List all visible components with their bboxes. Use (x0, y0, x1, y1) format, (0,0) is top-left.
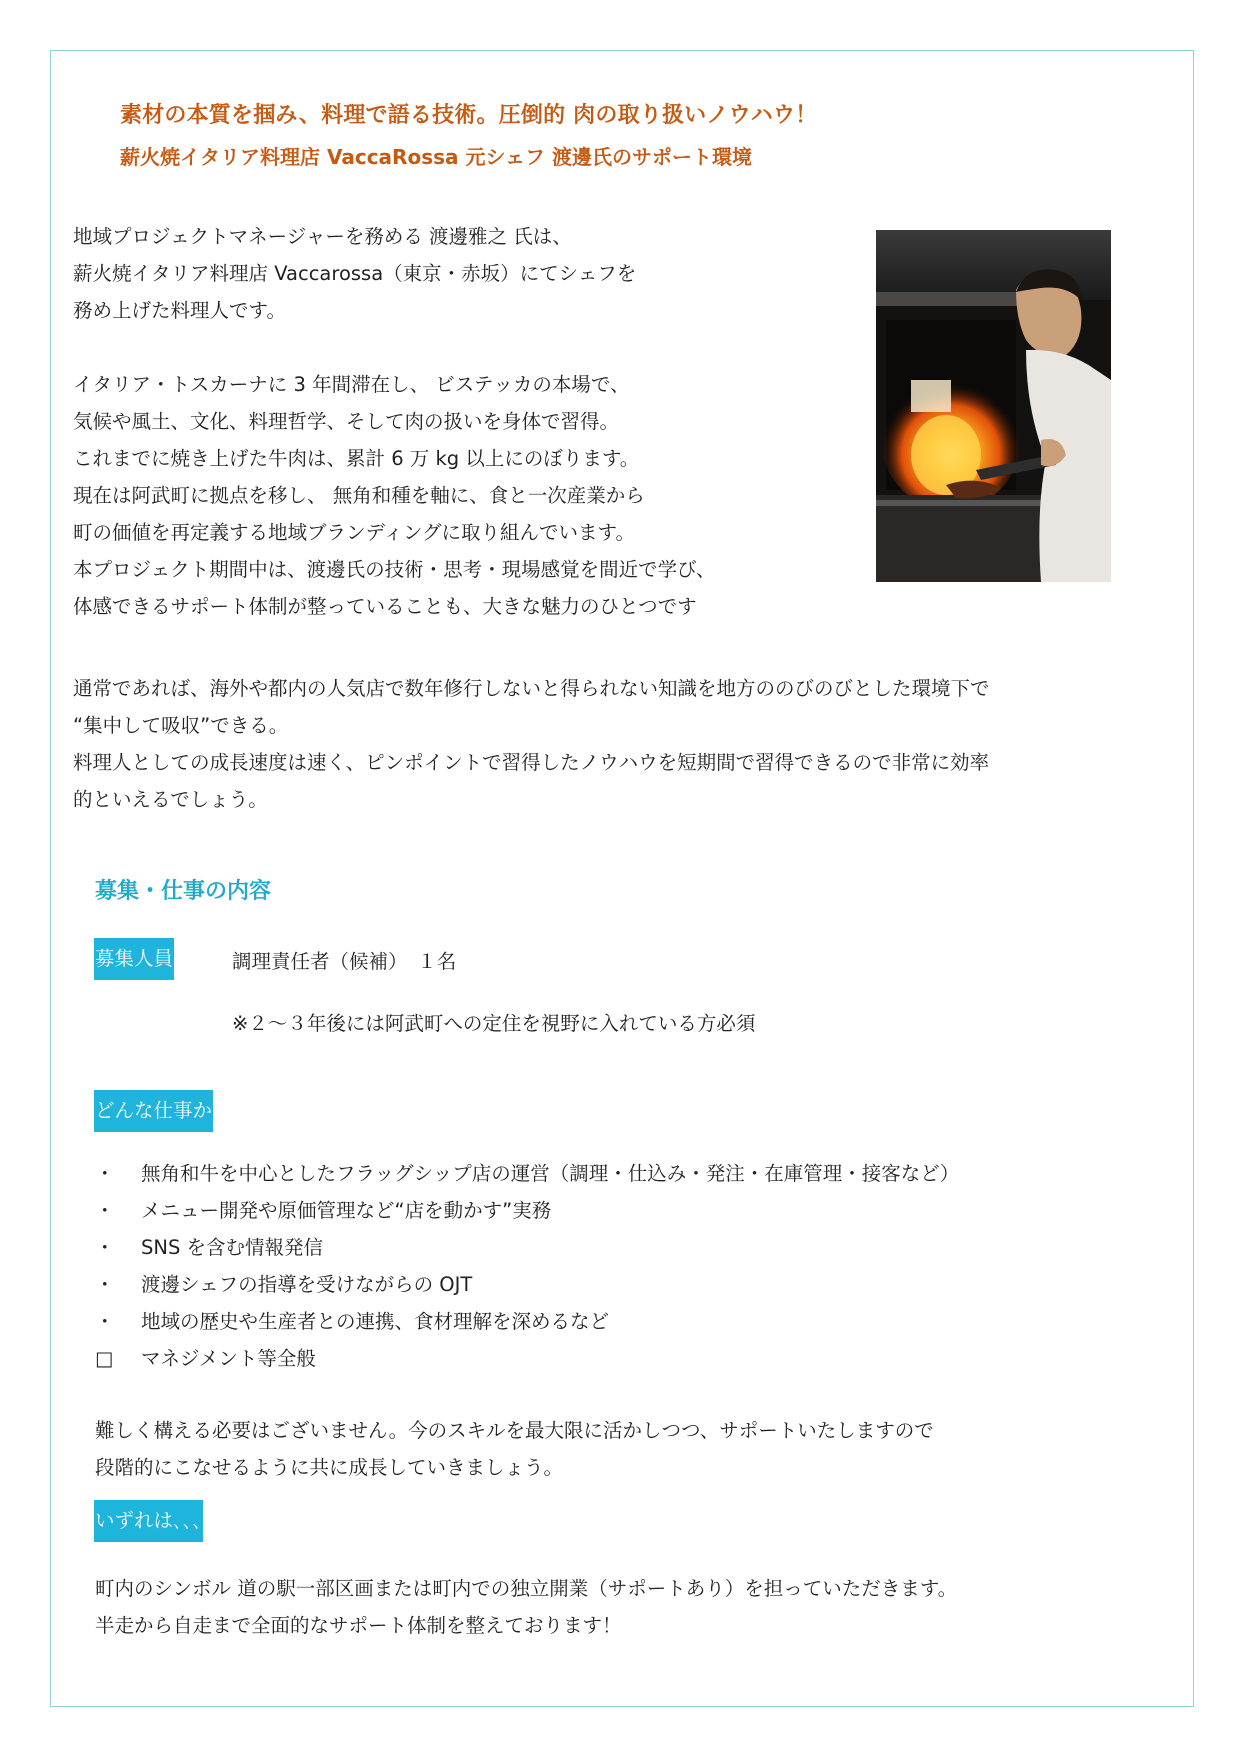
list-item-text: 無角和牛を中心としたフラッグシップ店の運営（調理・仕込み・発注・在庫管理・接客など） (141, 1162, 960, 1185)
text-line: 体感できるサポート体制が整っていることも、大きな魅力のひとつです (73, 595, 697, 618)
list-item (95, 1229, 959, 1266)
list-item (95, 1266, 959, 1303)
work-list (95, 1155, 959, 1377)
text-line: 的といえるでしょう。 (73, 788, 268, 811)
bullet: ・ (95, 1310, 115, 1333)
bullet: ・ (95, 1273, 115, 1296)
recruit-count-tag: 募集人員 (94, 938, 174, 980)
text-line: イタリア・トスカーナに 3 年間滞在し、 ビステッカの本場で、 (73, 373, 630, 396)
bullet: ・ (95, 1199, 115, 1222)
text-line: 本プロジェクト期間中は、渡邊氏の技術・思考・現場感覚を間近で学び、 (73, 558, 716, 581)
work-content-tag: どんな仕事か (94, 1090, 213, 1132)
chef-photo (876, 230, 1111, 582)
text-line: “集中して吸収”できる。 (73, 714, 289, 737)
list-item-text: マネジメント等全般 (141, 1347, 316, 1370)
future-tag: いずれは､､､ (94, 1500, 203, 1542)
text-line: 薪火焼イタリア料理店 Vaccarossa（東京・赤坂）にてシェフを (73, 262, 637, 285)
list-item (95, 1340, 959, 1377)
future-paragraph (95, 1570, 957, 1644)
list-item (95, 1155, 959, 1192)
text-line: 通常であれば、海外や都内の人気店で数年修行しないと得られない知識を地方ののびのびとした環境下で (73, 677, 990, 700)
text-line: 務め上げた料理人です。 (73, 299, 286, 322)
text-line: 地域プロジェクトマネージャーを務める 渡邊雅之 氏は、 (73, 225, 572, 248)
text-line: 気候や風土、文化、料理哲学、そして肉の扱いを身体で習得。 (73, 410, 620, 433)
list-item (95, 1192, 959, 1229)
position-text: 調理責任者（候補） １名 (232, 950, 457, 973)
text-line: 町の価値を再定義する地域ブランディングに取り組んでいます。 (73, 521, 635, 544)
text-line: 半走から自走まで全面的なサポート体制を整えております！ (95, 1614, 622, 1637)
checkbox-bullet: □ (95, 1347, 114, 1370)
list-item-text: 渡邊シェフの指導を受けながらの OJT (141, 1273, 473, 1296)
text-line: 段階的にこなせるように共に成長していきましょう。 (95, 1456, 564, 1479)
support-paragraph (95, 1412, 934, 1486)
bullet: ・ (95, 1162, 115, 1185)
text-line: 難しく構える必要はございません。今のスキルを最大限に活かしつつ、サポートいたしますので (95, 1419, 934, 1442)
list-item-text: メニュー開発や原価管理など“店を動かす”実務 (141, 1199, 552, 1222)
intro-paragraph (73, 218, 636, 329)
text-line: 料理人としての成長速度は速く、ピンポイントで習得したノウハウを短期間で習得できるので非常に効率 (73, 751, 990, 774)
list-item-text: SNS を含む情報発信 (141, 1236, 324, 1259)
section-title-recruit: 募集・仕事の内容 (95, 879, 272, 904)
text-line: これまでに焼き上げた牛肉は、累計 6 万 kg 以上にのぼります。 (73, 447, 640, 470)
benefit-paragraph (73, 670, 990, 818)
requirement-note: ※２～３年後には阿武町への定住を視野に入れている方必須 (232, 1012, 756, 1035)
list-item (95, 1303, 959, 1340)
text-line: 現在は阿武町に拠点を移し、 無角和種を軸に、食と一次産業から (73, 484, 645, 507)
page-subtitle: 薪火焼イタリア料理店 VaccaRossa 元シェフ 渡邊氏のサポート環境 (120, 145, 753, 169)
career-paragraph (73, 366, 715, 625)
bullet: ・ (95, 1236, 115, 1259)
page-title: 素材の本質を掴み、料理で語る技術。圧倒的 肉の取り扱いノウハウ！ (120, 103, 818, 128)
text-line: 町内のシンボル 道の駅一部区画または町内での独立開業（サポートあり）を担っていただきます。 (95, 1577, 958, 1600)
list-item-text: 地域の歴史や生産者との連携、食材理解を深めるなど (141, 1310, 610, 1333)
